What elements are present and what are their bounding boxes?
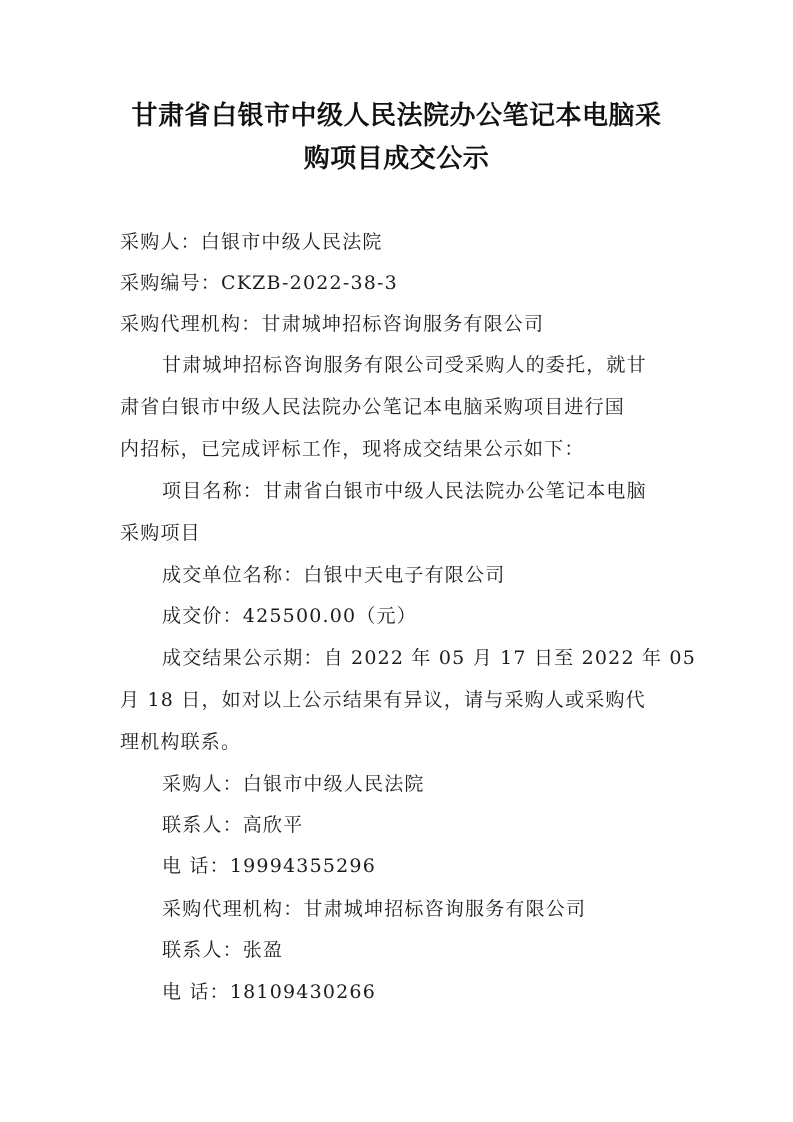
contact-agency-person: 联系人：张盈 <box>162 939 284 961</box>
procurement-number-line: 采购编号：CKZB-2022-38-3 <box>120 272 398 294</box>
contact-agency-phone: 电 话：18109430266 <box>162 981 377 1003</box>
contact-agency-line: 采购代理机构：甘肃城坤招标咨询服务有限公司 <box>162 898 587 920</box>
contact-purchaser-person: 联系人：高欣平 <box>162 814 304 836</box>
intro-paragraph-line-2: 肃省白银市中级人民法院办公笔记本电脑采购项目进行国 <box>120 396 626 418</box>
document-title-line-1: 甘肃省白银市中级人民法院办公笔记本电脑采 <box>131 101 662 131</box>
agency-line: 采购代理机构：甘肃城坤招标咨询服务有限公司 <box>120 313 545 335</box>
project-name-line-1: 项目名称：甘肃省白银市中级人民法院办公笔记本电脑 <box>162 480 647 502</box>
purchaser-line: 采购人：白银市中级人民法院 <box>120 231 383 253</box>
project-name-line-2: 采购项目 <box>120 522 201 544</box>
document-title-line-2: 购项目成交公示 <box>303 144 490 174</box>
publicity-period-line-2: 月 18 日，如对以上公示结果有异议，请与采购人或采购代 <box>120 689 646 711</box>
winning-bidder-line: 成交单位名称：白银中天电子有限公司 <box>162 564 506 586</box>
contact-purchaser-line: 采购人：白银市中级人民法院 <box>162 773 425 795</box>
winning-price-line: 成交价：425500.00（元） <box>162 605 417 627</box>
intro-paragraph-line-3: 内招标，已完成评标工作，现将成交结果公示如下： <box>120 438 585 460</box>
contact-purchaser-phone: 电 话：19994355296 <box>162 855 377 877</box>
publicity-period-line-3: 理机构联系。 <box>120 731 242 753</box>
publicity-period-line-1: 成交结果公示期：自 2022 年 05 月 17 日至 2022 年 05 <box>162 647 696 669</box>
intro-paragraph-line-1: 甘肃城坤招标咨询服务有限公司受采购人的委托，就甘 <box>162 354 647 376</box>
